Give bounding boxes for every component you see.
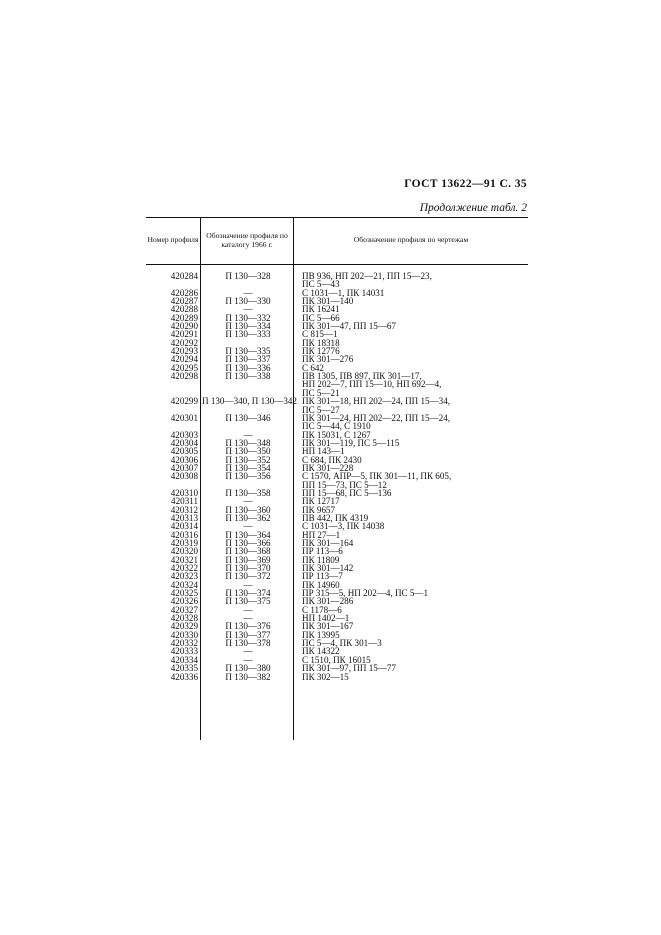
catalog-designation-cell: П 130—334 bbox=[225, 321, 271, 332]
catalog-designation-cell: П 130—380 bbox=[225, 663, 271, 674]
catalog-designation-cell: П 130—362 bbox=[225, 512, 271, 523]
drawing-designation-cell: ПК 16241 bbox=[302, 304, 340, 315]
catalog-designation-cell: — bbox=[243, 304, 253, 315]
profile-number-cell: 420332 bbox=[170, 638, 198, 649]
profile-number-cell: 420329 bbox=[170, 621, 198, 632]
catalog-designation-cell: П 130—358 bbox=[225, 487, 271, 498]
catalog-designation-cell: П 130—328 bbox=[225, 271, 271, 281]
profile-number-cell: 420334 bbox=[170, 654, 198, 665]
catalog-designation-cell: — bbox=[243, 654, 253, 665]
profile-number-cell: 420299 bbox=[170, 396, 198, 407]
drawing-designation-cell: НП 1402—1 bbox=[302, 613, 350, 624]
drawing-designation-cell: ПР 113—6 bbox=[302, 546, 343, 557]
catalog-designation-cell: П 130—376 bbox=[225, 621, 271, 632]
drawing-designation-cell: ПК 301—228 bbox=[302, 462, 354, 473]
drawing-designation-cell: С 1510, ПК 16015 bbox=[302, 654, 371, 665]
drawing-designation-cell: ПК 301—18, НП 202—24, ПП 15—34, ПС 5—27 bbox=[302, 396, 451, 415]
profile-number-cell: 420289 bbox=[170, 312, 198, 323]
catalog-designation-cell: П 130—369 bbox=[225, 554, 271, 565]
drawing-designation-cell: ПК 301—142 bbox=[302, 563, 354, 574]
drawing-designation-cell: ПВ 936, НП 202—21, ПП 15—23, ПС 5—43 bbox=[302, 271, 432, 290]
catalog-designation-cell: П 130—346 bbox=[225, 412, 271, 423]
table-row bbox=[146, 673, 528, 681]
catalog-designation-cell: П 130—370 bbox=[225, 563, 271, 574]
catalog-designation-cell: П 130—330 bbox=[225, 296, 271, 307]
drawing-designation-cell: ПС 5—66 bbox=[302, 312, 340, 323]
profile-number-cell: 420292 bbox=[170, 337, 198, 348]
profile-number-cell: 420321 bbox=[170, 554, 198, 565]
drawing-designation-cell: С 1031—1, ПК 14031 bbox=[302, 287, 385, 298]
profile-number-cell: 420333 bbox=[170, 646, 198, 657]
table-row bbox=[146, 372, 528, 397]
profiles-table bbox=[146, 217, 528, 740]
profile-number-cell: 420325 bbox=[170, 588, 198, 599]
drawing-designation-cell: ПК 301—276 bbox=[302, 354, 354, 365]
header-profile-number: Номер профиля bbox=[147, 235, 199, 245]
profile-number-cell: 420301 bbox=[170, 412, 198, 423]
catalog-designation-cell: — bbox=[243, 287, 253, 298]
catalog-designation-cell: П 130—338 bbox=[225, 371, 271, 382]
profile-number-cell: 420286 bbox=[170, 287, 198, 298]
catalog-designation-cell: П 130—332 bbox=[225, 312, 271, 323]
profile-number-cell: 420293 bbox=[170, 346, 198, 357]
profile-number-cell: 420330 bbox=[170, 629, 198, 640]
catalog-designation-cell: П 130—378 bbox=[225, 638, 271, 649]
profile-number-cell: 420306 bbox=[170, 454, 198, 465]
profile-number-cell: 420291 bbox=[170, 329, 198, 340]
catalog-designation-cell: П 130—348 bbox=[225, 437, 271, 448]
drawing-designation-cell: ПК 301—286 bbox=[302, 596, 354, 607]
catalog-designation-cell: П 130—350 bbox=[225, 446, 271, 457]
profile-number-cell: 420323 bbox=[170, 571, 198, 582]
drawing-designation-cell: ПК 18318 bbox=[302, 337, 340, 348]
drawing-designation-cell: С 1031—3, ПК 14038 bbox=[302, 521, 385, 532]
catalog-designation-cell: П 130—356 bbox=[225, 471, 271, 482]
profile-number-cell: 420328 bbox=[170, 613, 198, 624]
drawing-designation-cell: ПК 301—97, ПП 15—77 bbox=[302, 663, 396, 674]
catalog-designation-cell: П 130—364 bbox=[225, 529, 271, 540]
drawing-designation-cell: ПК 301—24, НП 202—22, ПП 15—24, ПС 5—44, С 1910 bbox=[302, 412, 451, 432]
drawing-designation-cell: ПК 302—15 bbox=[302, 671, 349, 682]
profile-number-cell: 420335 bbox=[170, 663, 198, 674]
profile-number-cell: 420316 bbox=[170, 529, 198, 540]
page-header: ГОСТ 13622—91 С. 35 bbox=[404, 178, 527, 190]
drawing-designation-cell: С 815—1 bbox=[302, 329, 338, 340]
header-drawing-designation: Обозначение профиля по чертежам bbox=[353, 235, 469, 245]
catalog-designation-cell: П 130—337 bbox=[225, 354, 271, 365]
catalog-designation-cell: П 130—360 bbox=[225, 504, 271, 515]
drawing-designation-cell: ПК 13995 bbox=[302, 629, 340, 640]
catalog-designation-cell: — bbox=[243, 429, 253, 440]
catalog-designation-cell: — bbox=[243, 579, 253, 590]
profile-number-cell: 420298 bbox=[170, 371, 198, 382]
drawing-designation-cell: С 642 bbox=[302, 362, 324, 373]
drawing-designation-cell: С 684, ПК 2430 bbox=[302, 454, 362, 465]
drawing-designation-cell: ПК 14322 bbox=[302, 646, 340, 657]
drawing-designation-cell: НП 143—1 bbox=[302, 446, 345, 457]
drawing-designation-cell: ПК 15031, С 1267 bbox=[302, 429, 371, 440]
catalog-designation-cell: П 130—366 bbox=[225, 538, 271, 548]
drawing-designation-cell: ПК 301—167 bbox=[302, 621, 354, 632]
catalog-designation-cell: — bbox=[243, 604, 253, 615]
profile-number-cell: 420312 bbox=[170, 504, 198, 515]
profile-number-cell: 420311 bbox=[171, 496, 198, 507]
catalog-designation-cell: П 130—382 bbox=[225, 671, 271, 682]
table-row bbox=[146, 355, 528, 363]
profile-number-cell: 420307 bbox=[170, 462, 198, 473]
drawing-designation-cell: ПП 15—68, ПС 5—136 bbox=[302, 487, 392, 498]
profile-number-cell: 420284 bbox=[170, 271, 198, 281]
table-row bbox=[146, 497, 528, 505]
catalog-designation-cell: — bbox=[243, 496, 253, 507]
drawing-designation-cell: ПР 315—5, НП 202—4, ПС 5—1 bbox=[302, 588, 429, 599]
profile-number-cell: 420308 bbox=[170, 471, 198, 482]
profile-number-cell: 420326 bbox=[170, 596, 198, 607]
table-row bbox=[146, 414, 528, 431]
profile-number-cell: 420324 bbox=[170, 579, 198, 590]
profile-number-cell: 420322 bbox=[170, 563, 198, 574]
drawing-designation-cell: ПС 5—4, ПК 301—3 bbox=[302, 638, 382, 649]
catalog-designation-cell: — bbox=[243, 521, 253, 532]
profile-number-cell: 420327 bbox=[170, 604, 198, 615]
catalog-designation-cell: П 130—336 bbox=[225, 362, 271, 373]
catalog-designation-cell: П 130—352 bbox=[225, 454, 271, 465]
catalog-designation-cell: — bbox=[243, 613, 253, 624]
profile-number-cell: 420303 bbox=[170, 429, 198, 440]
table-body bbox=[146, 272, 528, 681]
drawing-designation-cell: С 1178—6 bbox=[302, 604, 342, 615]
header-catalog-designation: Обозначение профиля по каталогу 1966 г. bbox=[206, 231, 288, 249]
catalog-designation-cell: П 130—340, П 130—342 bbox=[202, 396, 297, 407]
profile-number-cell: 420310 bbox=[170, 487, 198, 498]
profile-number-cell: 420288 bbox=[170, 304, 198, 315]
table-row bbox=[146, 472, 528, 489]
drawing-designation-cell: ПК 301—140 bbox=[302, 296, 354, 307]
catalog-designation-cell: П 130—354 bbox=[225, 462, 271, 473]
profile-number-cell: 420313 bbox=[170, 512, 198, 523]
profile-number-cell: 420304 bbox=[170, 437, 198, 448]
drawing-designation-cell: ПВ 442, ПК 4319 bbox=[302, 512, 369, 523]
catalog-designation-cell: П 130—335 bbox=[225, 346, 271, 357]
drawing-designation-cell: ПК 11809 bbox=[302, 554, 340, 565]
catalog-designation-cell: П 130—374 bbox=[225, 588, 271, 599]
drawing-designation-cell: ПВ 1305, ПВ 897, ПК 301—17, НП 202—7, ПП 15—10, НП 692—4, ПС 5—21 bbox=[302, 371, 442, 398]
profile-number-cell: 420336 bbox=[170, 671, 198, 682]
drawing-designation-cell: ПР 113—7 bbox=[302, 571, 343, 582]
drawing-designation-cell: ПК 301—119, ПС 5—115 bbox=[302, 437, 400, 448]
drawing-designation-cell: ПК 9657 bbox=[302, 504, 336, 515]
catalog-designation-cell: П 130—372 bbox=[225, 571, 271, 582]
drawing-designation-cell: НП 27—1 bbox=[302, 529, 341, 540]
catalog-designation-cell: — bbox=[243, 646, 253, 657]
drawing-designation-cell: С 1570, АПР—5, ПК 301—11, ПК 605, ПП 15—73, ПС 5—12 bbox=[302, 471, 452, 490]
drawing-designation-cell: ПК 12776 bbox=[302, 346, 340, 357]
table-continuation-caption: Продолжение табл. 2 bbox=[419, 202, 527, 214]
profile-number-cell: 420295 bbox=[170, 362, 198, 373]
profile-number-cell: 420320 bbox=[170, 546, 198, 557]
catalog-designation-cell: П 130—377 bbox=[225, 629, 271, 640]
drawing-designation-cell: ПК 12717 bbox=[302, 496, 340, 507]
profile-number-cell: 420290 bbox=[170, 321, 198, 332]
drawing-designation-cell: ПК 301—47, ПП 15—67 bbox=[302, 321, 396, 332]
table-row bbox=[146, 397, 528, 414]
profile-number-cell: 420294 bbox=[170, 354, 198, 365]
profile-number-cell: 420319 bbox=[170, 538, 198, 548]
catalog-designation-cell: П 130—368 bbox=[225, 546, 271, 557]
drawing-designation-cell: ПК 14960 bbox=[302, 579, 340, 590]
drawing-designation-cell: ПК 301—164 bbox=[302, 538, 354, 548]
catalog-designation-cell: П 130—375 bbox=[225, 596, 271, 607]
profile-number-cell: 420305 bbox=[170, 446, 198, 457]
table-row bbox=[146, 272, 528, 289]
profile-number-cell: 420287 bbox=[170, 296, 198, 307]
table-header-rule bbox=[146, 264, 528, 265]
profile-number-cell: 420314 bbox=[170, 521, 198, 532]
catalog-designation-cell: П 130—333 bbox=[225, 329, 271, 340]
